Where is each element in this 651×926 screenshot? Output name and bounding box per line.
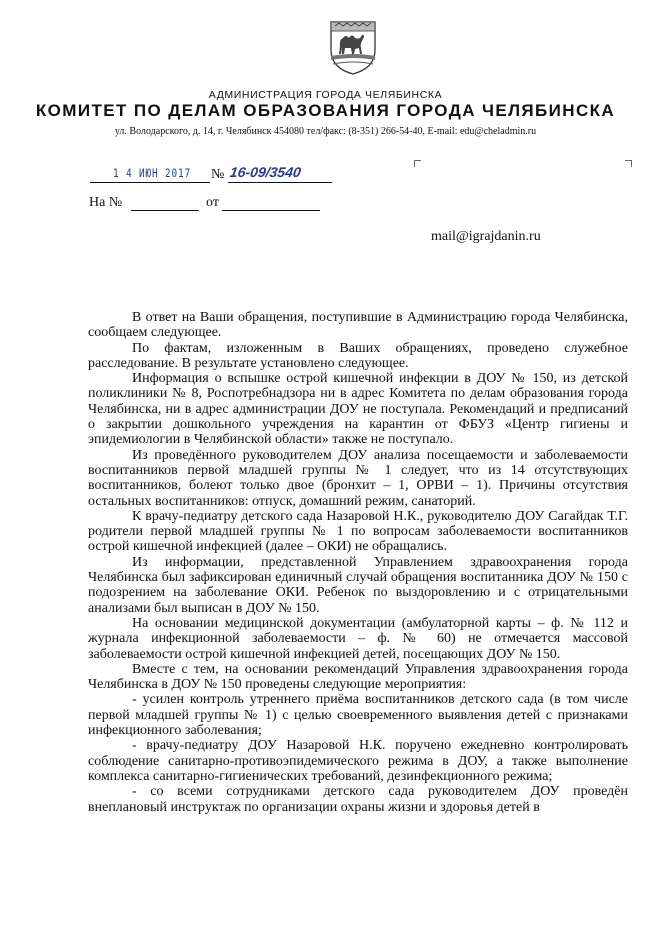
paragraph: - со всеми сотрудниками детского сада руководителем ДОУ проведён внеплановый инструктаж по организации охраны жизни и здоровья детей в	[88, 784, 628, 815]
reply-to-label: На №	[89, 195, 123, 210]
date-stamp: 1 4 ИЮН 2017	[113, 166, 191, 180]
committee-address: ул. Володарского, д. 14, г. Челябинск 454080 тел/факс: (8-351) 266-54-40, E-mail: edu@cheladmin.ru	[114, 126, 537, 137]
letter-body	[88, 310, 628, 815]
paragraph: К врачу-педиатру детского сада Назаровой Н.К., руководителю ДОУ Сагайдак Т.Г. родители первой младшей группы № 1 по вопросам заболеваемости воспитанников острой кишечной инфекцией (далее – ОКИ) не обращались.	[88, 508, 628, 555]
paragraph: Из информации, представленной Управлением здравоохранения города Челябинска был зафиксирован единичный случай обращения воспитанника ДОУ № 150 с подозрением на заболевание ОКИ. Ребенок по выздоровлению и с отрицательными анализами был выписан в ДОУ № 150.	[88, 554, 628, 616]
paragraph: - усилен контроль утреннего приёма воспитанников детского сада (в том числе первой младшей группы № 1) с целью своевременного выявления детей с признаками инфекционного заболевания;	[88, 692, 628, 739]
address-block-corner-right	[625, 160, 632, 167]
paragraph: По фактам, изложенным в Ваших обращениях, проведено служебное расследование. В результате установлено следующее.	[88, 340, 628, 371]
paragraph: Вместе с тем, на основании рекомендаций Управления здравоохранения города Челябинска в ДОУ № 150 проведены следующие мероприятия:	[88, 661, 628, 693]
reply-from-label: от	[206, 195, 219, 210]
paragraph: - врачу-педиатру ДОУ Назаровой Н.К. поручено ежедневно контролировать соблюдение санитарно-противоэпидемического режима в ДОУ, а также выполнение комплекса санитарно-гигиенических требований, дезинфекционного режима;	[88, 738, 628, 784]
reply-to-number-field	[131, 196, 199, 211]
outgoing-number-handwritten: 16-09/3540	[228, 164, 302, 180]
reply-from-date-field	[222, 196, 320, 211]
committee-title: КОМИТЕТ ПО ДЕЛАМ ОБРАЗОВАНИЯ ГОРОДА ЧЕЛЯБИНСКА	[35, 101, 616, 120]
paragraph: На основании медицинской документации (амбулаторной карты – ф. № 112 и журнала инфекционной заболеваемости – ф. № 60) не отмечается массовой заболеваемости острой кишечной инфекцией детей, посещающих ДОУ № 150.	[88, 615, 628, 662]
address-block-corner-left	[414, 160, 421, 167]
chelyabinsk-coat-of-arms-icon	[327, 16, 379, 76]
recipient-email: mail@igrajdanin.ru	[431, 229, 541, 244]
paragraph: Из проведённого руководителем ДОУ анализа посещаемости и заболеваемости воспитанников первой младшей группы № 1 следует, что из 14 отсутствующих воспитанников, болеют только двое (бронхит – 1, ОРВИ – 1). Причины отсутствия остальных воспитанников: отпуск, домашний режим, санаторий.	[88, 447, 628, 509]
paragraph: Информация о вспышке острой кишечной инфекции в ДОУ № 150, из детской поликлиники № 8, Роспотребнадзора ни в адрес Комитета по делам образования города Челябинска, ни в адрес администрации ДОУ не поступала. Рекомендаций и предписаний о закрытии дошкольного учреждения на карантин от ФБУЗ «Центр гигиены и эпидемиологии в Челябинской области» также не поступало.	[88, 371, 628, 448]
outgoing-number-label: №	[211, 167, 225, 182]
paragraph: В ответ на Ваши обращения, поступившие в Администрацию города Челябинска, сообщаем следующее.	[88, 310, 628, 341]
administration-line: АДМИНИСТРАЦИЯ ГОРОДА ЧЕЛЯБИНСКА	[208, 89, 443, 101]
